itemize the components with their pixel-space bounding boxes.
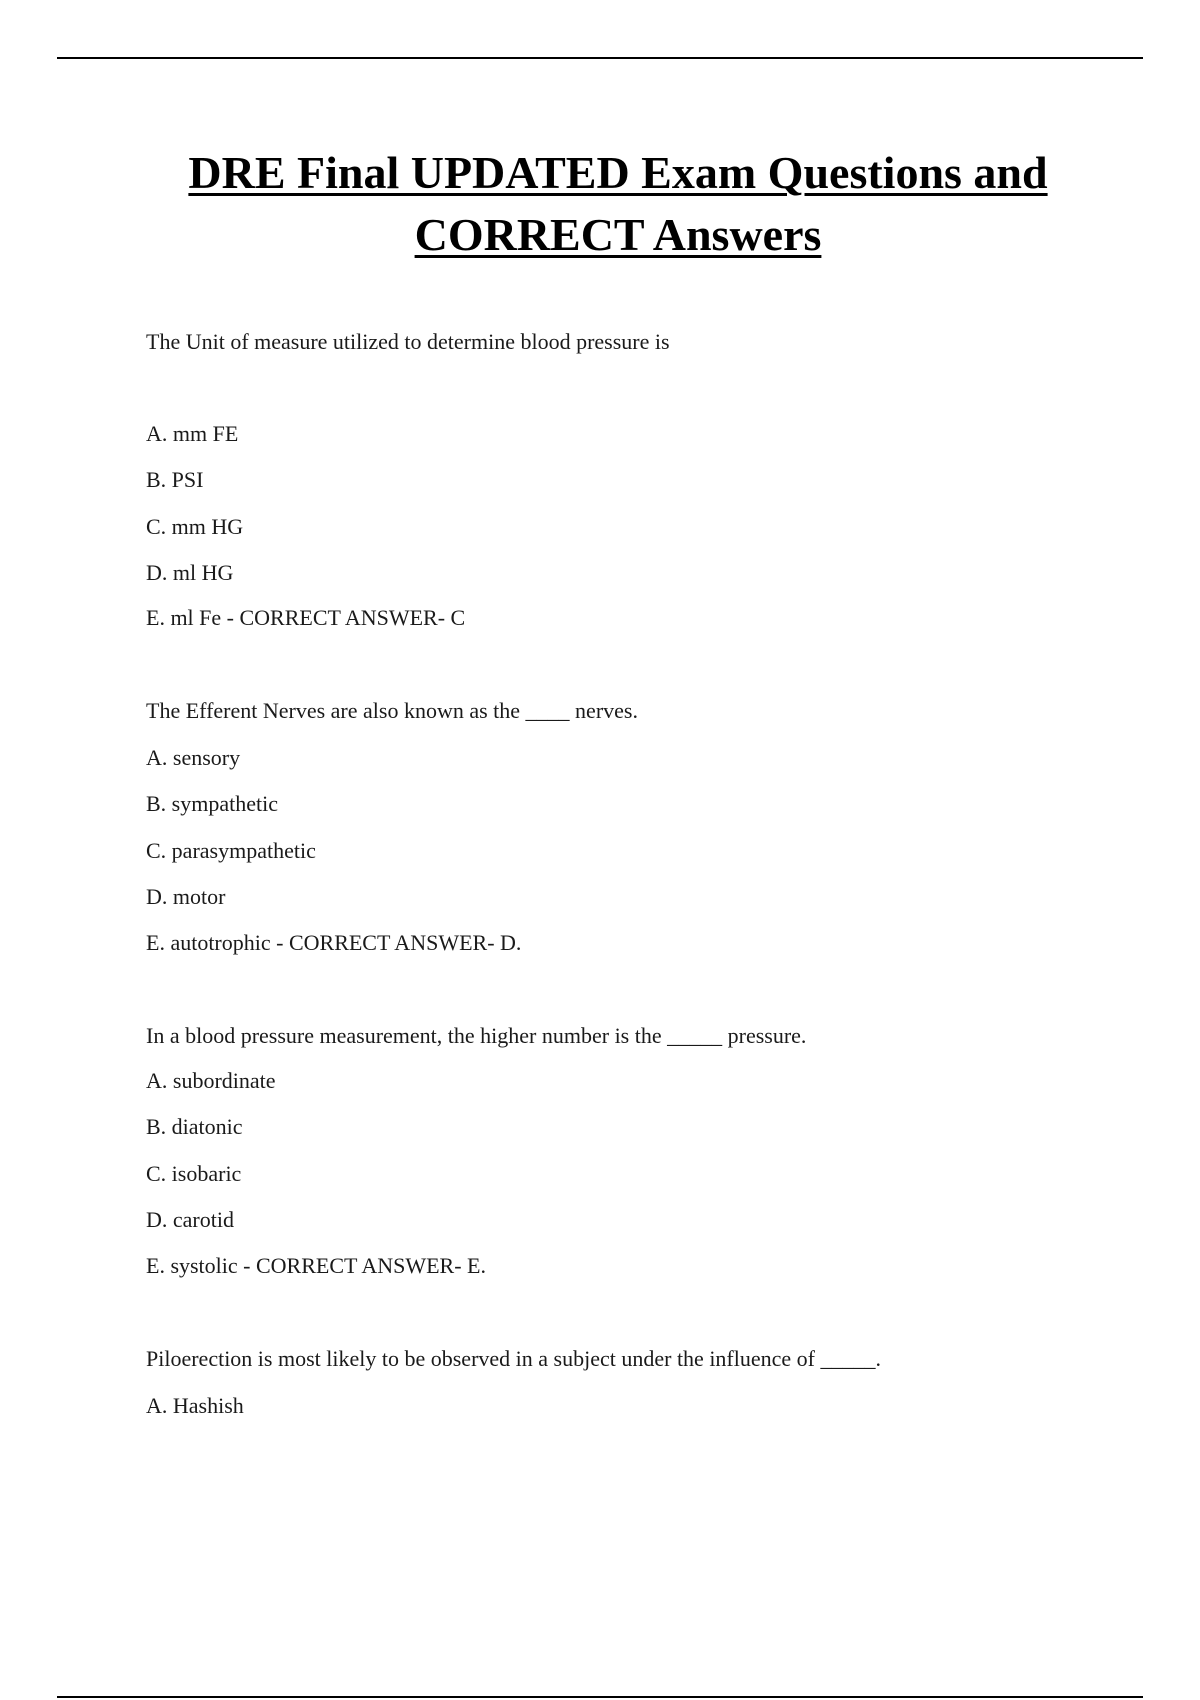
- question-1-option-a: A. mm FE: [146, 421, 239, 446]
- document-title: [100, 142, 1136, 266]
- top-divider: [57, 57, 1143, 59]
- question-2-option-c: C. parasympathetic: [146, 838, 316, 863]
- question-1-option-c: C. mm HG: [146, 514, 244, 539]
- question-4-option-a: A. Hashish: [146, 1393, 244, 1418]
- question-3-option-c: C. isobaric: [146, 1161, 242, 1186]
- question-3-prompt: In a blood pressure measurement, the higher number is the _____ pressure.: [146, 1023, 807, 1048]
- question-2-prompt: The Efferent Nerves are also known as the ____ nerves.: [146, 698, 638, 723]
- question-3-option-a: A. subordinate: [146, 1068, 276, 1093]
- question-2-option-b: B. sympathetic: [146, 791, 278, 816]
- question-3-option-d: D. carotid: [146, 1207, 234, 1232]
- question-4-prompt: Piloerection is most likely to be observed in a subject under the influence of _____.: [146, 1346, 881, 1371]
- title-line-2: CORRECT Answers: [414, 209, 822, 260]
- question-1-option-b: B. PSI: [146, 467, 204, 492]
- question-3-option-b: B. diatonic: [146, 1114, 243, 1139]
- question-1-option-d: D. ml HG: [146, 560, 234, 585]
- question-2-option-a: A. sensory: [146, 745, 241, 770]
- question-1-prompt: The Unit of measure utilized to determine blood pressure is: [146, 329, 670, 354]
- bottom-divider: [57, 1696, 1143, 1698]
- question-2-option-e: E. autotrophic - CORRECT ANSWER- D.: [146, 930, 522, 955]
- title-line-1: DRE Final UPDATED Exam Questions and: [188, 147, 1048, 198]
- question-2-option-d: D. motor: [146, 884, 226, 909]
- question-1-option-e: E. ml Fe - CORRECT ANSWER- C: [146, 605, 466, 630]
- question-3-option-e: E. systolic - CORRECT ANSWER- E.: [146, 1253, 486, 1278]
